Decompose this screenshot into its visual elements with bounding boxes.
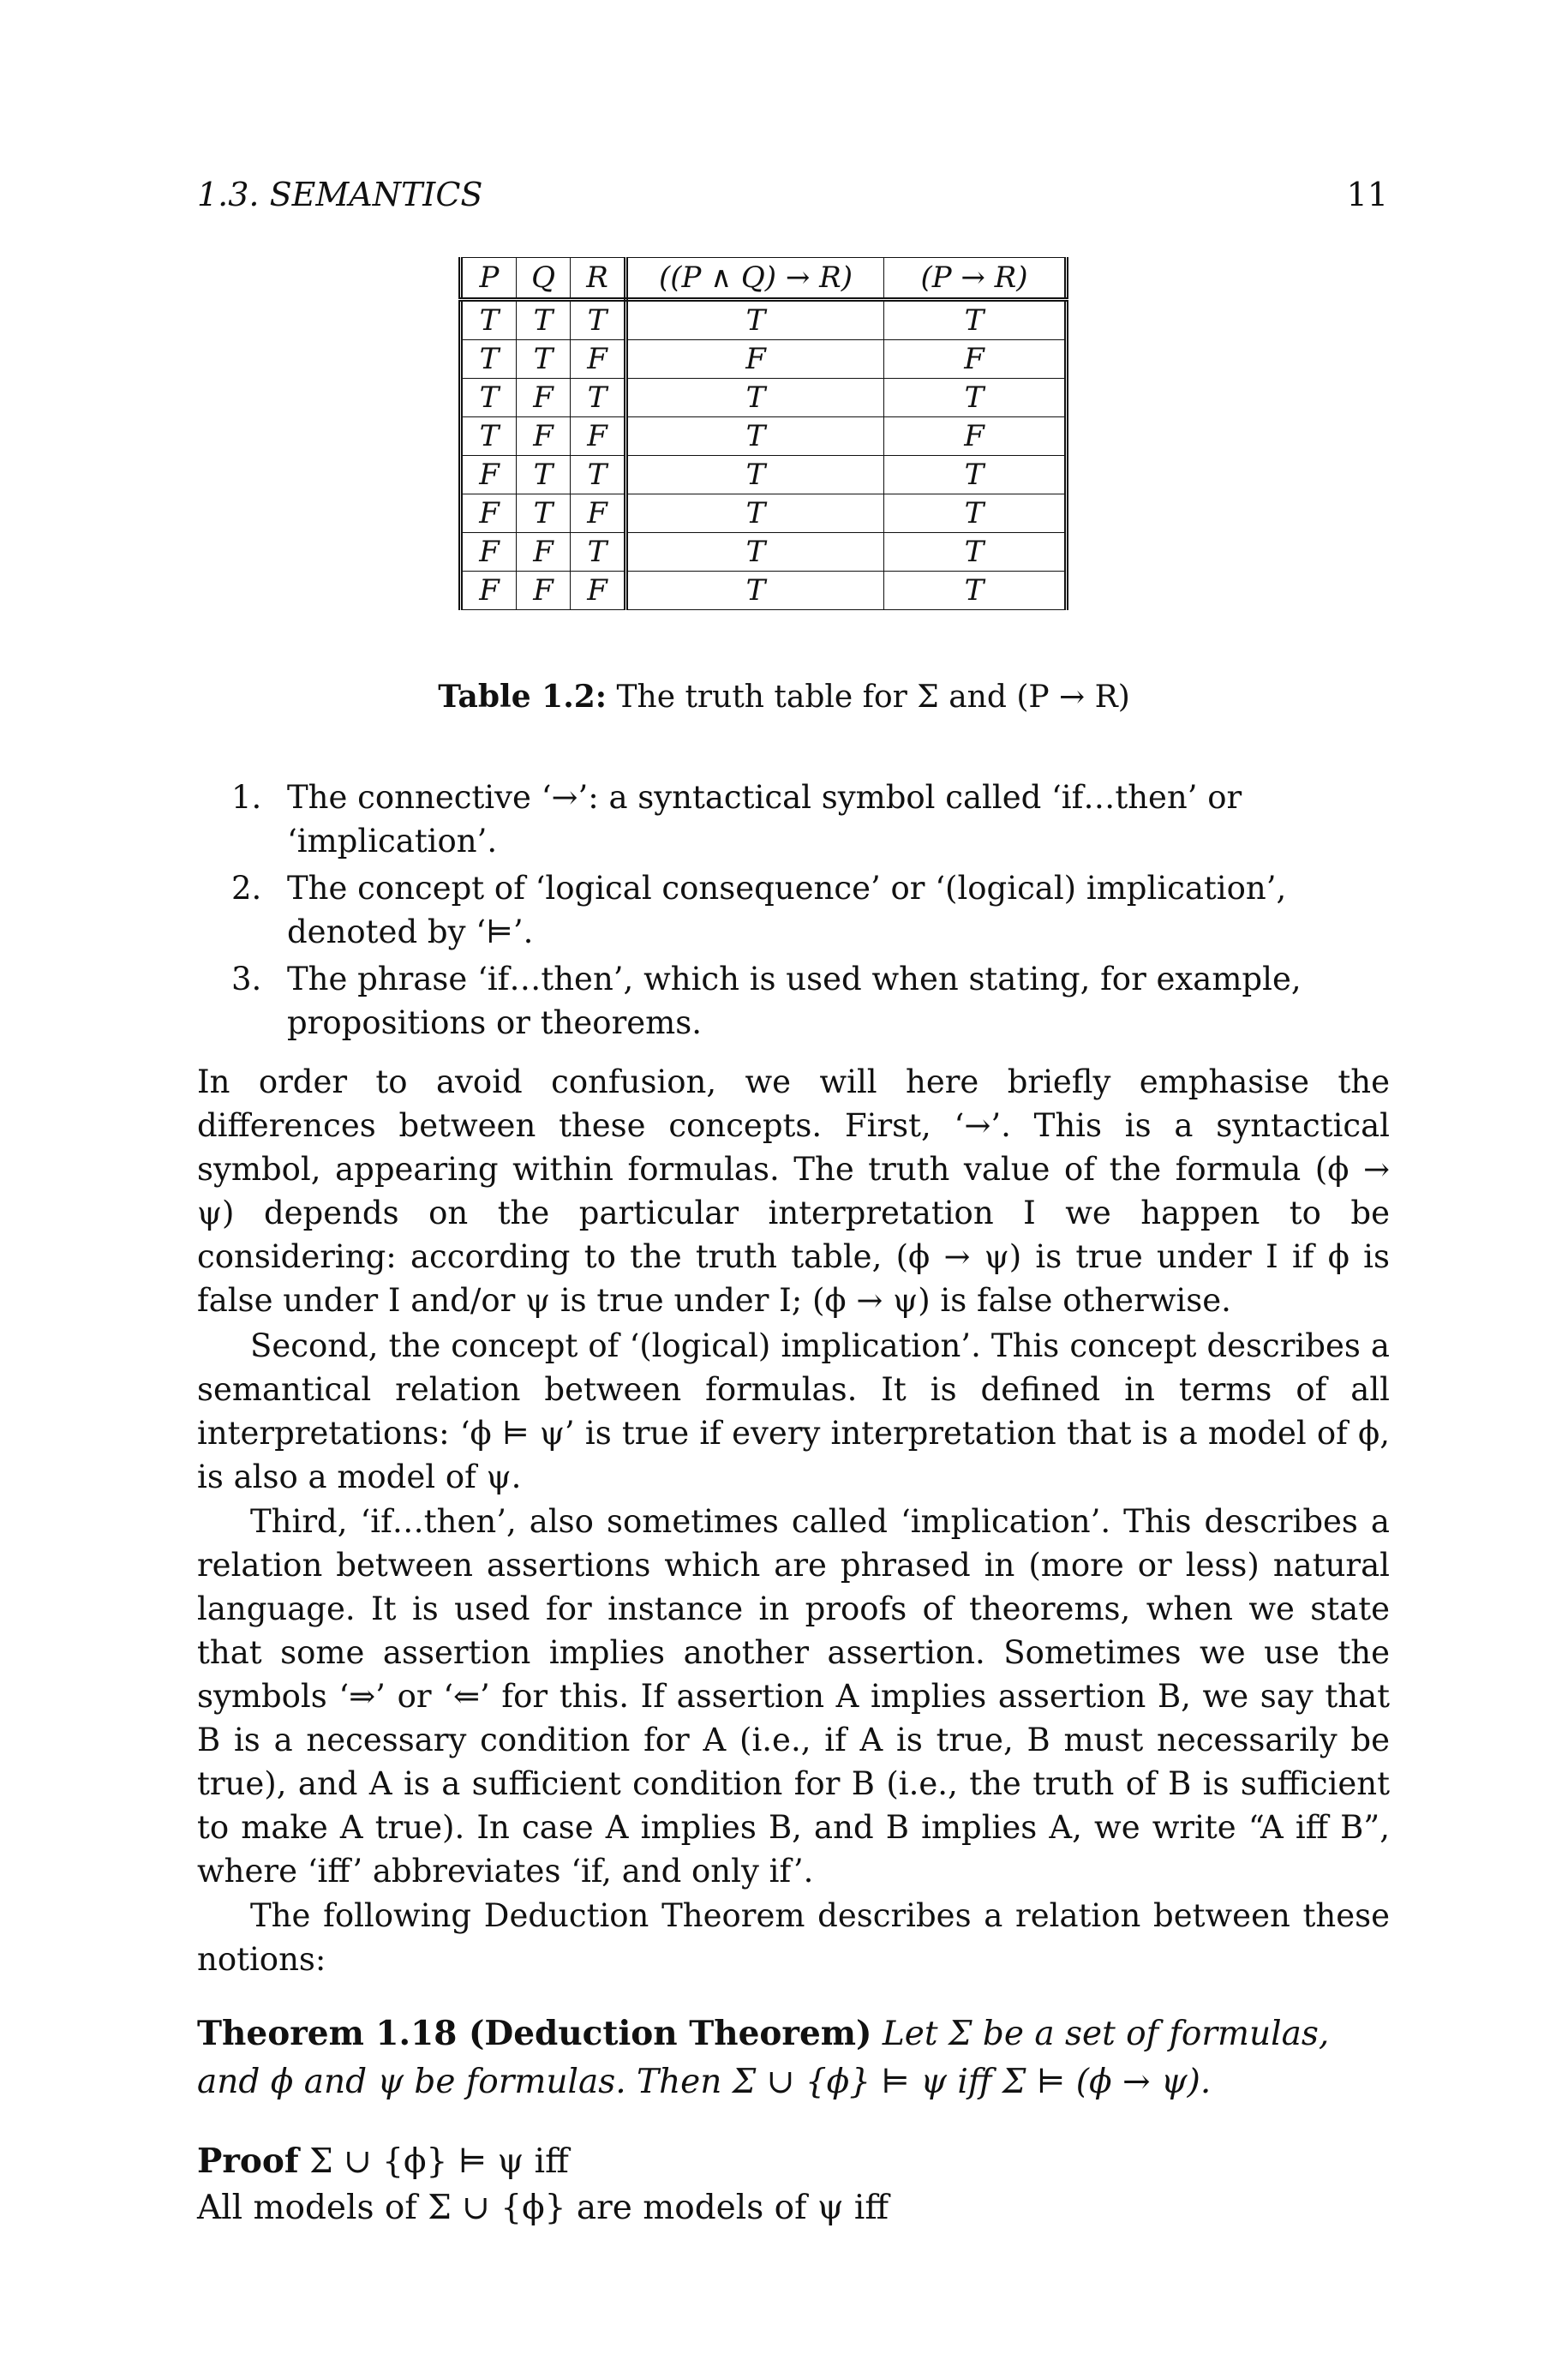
- table-cell: T: [626, 572, 884, 610]
- table-header-cell: P: [461, 258, 517, 300]
- page-number: 11: [1346, 176, 1388, 213]
- list-item: [197, 957, 1390, 1045]
- proof-line: All models of Σ ∪ {ϕ} are models of ψ iff: [197, 2189, 889, 2227]
- table-cell: T: [884, 533, 1067, 572]
- table-cell: T: [626, 533, 884, 572]
- table-cell: F: [571, 494, 626, 533]
- proof-line: Σ ∪ {ϕ} ⊨ ψ iff: [309, 2142, 569, 2181]
- table-cell: T: [571, 533, 626, 572]
- table-row: [461, 533, 1067, 572]
- table-cell: T: [626, 456, 884, 494]
- list-number: 3.: [231, 961, 262, 997]
- truth-table: [458, 257, 1068, 610]
- paragraph-second: Second, the concept of ‘(logical) implication’. This concept describes a semantical relation between formulas. It is defined in terms of all interpretations: ‘ϕ ⊨ ψ’ is true if every interpretation that is a model of ϕ, is also a model of ψ.: [197, 1327, 1390, 1495]
- table-header-cell: ((P ∧ Q) → R): [626, 258, 884, 300]
- table-cell: F: [571, 417, 626, 456]
- deduction-theorem: [197, 2010, 1390, 2106]
- caption-label: Table 1.2:: [438, 679, 607, 715]
- table-cell: T: [884, 300, 1067, 340]
- list-item: [197, 866, 1390, 954]
- table-cell: F: [884, 340, 1067, 379]
- table-cell: T: [884, 379, 1067, 417]
- table-cell: F: [571, 572, 626, 610]
- table-cell: T: [571, 456, 626, 494]
- table-cell: F: [461, 572, 517, 610]
- table-caption: [0, 679, 1568, 715]
- table-cell: F: [461, 494, 517, 533]
- table-cell: F: [517, 417, 571, 456]
- table-row: [461, 494, 1067, 533]
- table-header-cell: (P → R): [884, 258, 1067, 300]
- theorem-statement: Let Σ be a set of formulas, and ϕ and ψ be formulas. Then Σ ∪ {ϕ} ⊨ ψ iff Σ ⊨ (ϕ → ψ).: [197, 2015, 1330, 2101]
- table-row: [461, 572, 1067, 610]
- table-cell: T: [517, 456, 571, 494]
- table-header-cell: R: [571, 258, 626, 300]
- table-row: [461, 456, 1067, 494]
- table-cell: T: [626, 417, 884, 456]
- table-row: [461, 340, 1067, 379]
- proof-label: Proof: [197, 2141, 299, 2181]
- table-cell: T: [461, 340, 517, 379]
- table-cell: T: [626, 494, 884, 533]
- list-number: 1.: [231, 779, 262, 816]
- table-cell: T: [517, 494, 571, 533]
- table-cell: F: [517, 379, 571, 417]
- proof-block: [197, 2138, 1390, 2231]
- list-item: [197, 776, 1390, 863]
- caption-text: The truth table for Σ and (P → R): [616, 680, 1130, 715]
- table-cell: T: [571, 300, 626, 340]
- table-row: [461, 417, 1067, 456]
- table-cell: T: [884, 494, 1067, 533]
- table-cell: F: [884, 417, 1067, 456]
- table-cell: T: [626, 379, 884, 417]
- table-cell: F: [626, 340, 884, 379]
- table-cell: F: [517, 572, 571, 610]
- table-cell: F: [461, 456, 517, 494]
- running-header: [197, 176, 1388, 227]
- list-text: The connective ‘→’: a syntactical symbol called ‘if…then’ or ‘implication’.: [287, 779, 1242, 860]
- table-cell: T: [884, 456, 1067, 494]
- table-cell: T: [461, 379, 517, 417]
- table-row: [461, 379, 1067, 417]
- table-cell: T: [884, 572, 1067, 610]
- table-cell: T: [461, 417, 517, 456]
- theorem-label: Theorem 1.18 (Deduction Theorem): [197, 2014, 872, 2053]
- paragraph-first: In order to avoid confusion, we will here briefly emphasise the differences between these concepts. First, ‘→’. This is a syntactical symbol, appearing within formulas. The truth value of the formula (ϕ → ψ) depends on the particular interpretation I we happen to be considering: according to the truth table, (ϕ → ψ) is true under I if ϕ is false under I and/or ψ is true under I; (ϕ → ψ) is false otherwise.: [197, 1063, 1390, 1319]
- list-text: The concept of ‘logical consequence’ or ‘(logical) implication’, denoted by ‘⊨’.: [287, 870, 1287, 950]
- paragraph-third: Third, ‘if…then’, also sometimes called ‘implication’. This describes a relation between assertions which are phrased in (more or less) natural language. It is used for instance in proofs of theorems, when we state that some assertion implies another assertion. Sometimes we use the symbols ‘⇒’ or ‘⇐’ for this. If assertion A implies assertion B, we say that B is a necessary condition for A (i.e., if A is true, B must necessarily be true), and A is a sufficient condition for B (i.e., the truth of B is sufficient to make A true). In case A implies B, and B implies A, we write “A iff B”, where ‘iff’ abbreviates ‘if, and only if’.: [197, 1503, 1390, 1890]
- table-cell: T: [517, 300, 571, 340]
- list-number: 2.: [231, 870, 262, 907]
- table-cell: F: [517, 533, 571, 572]
- section-title: 1.3. SEMANTICS: [197, 176, 483, 213]
- table-cell: T: [461, 300, 517, 340]
- table-cell: F: [571, 340, 626, 379]
- table-header-cell: Q: [517, 258, 571, 300]
- table-row: [461, 300, 1067, 340]
- table-cell: F: [461, 533, 517, 572]
- table-cell: T: [571, 379, 626, 417]
- table-header-row: [461, 258, 1067, 300]
- list-text: The phrase ‘if…then’, which is used when stating, for example, propositions or theorems.: [287, 961, 1302, 1041]
- table-cell: T: [626, 300, 884, 340]
- paragraph-fourth: The following Deduction Theorem describes a relation between these notions:: [197, 1897, 1390, 1978]
- concept-list: [197, 776, 1390, 1048]
- table-cell: T: [517, 340, 571, 379]
